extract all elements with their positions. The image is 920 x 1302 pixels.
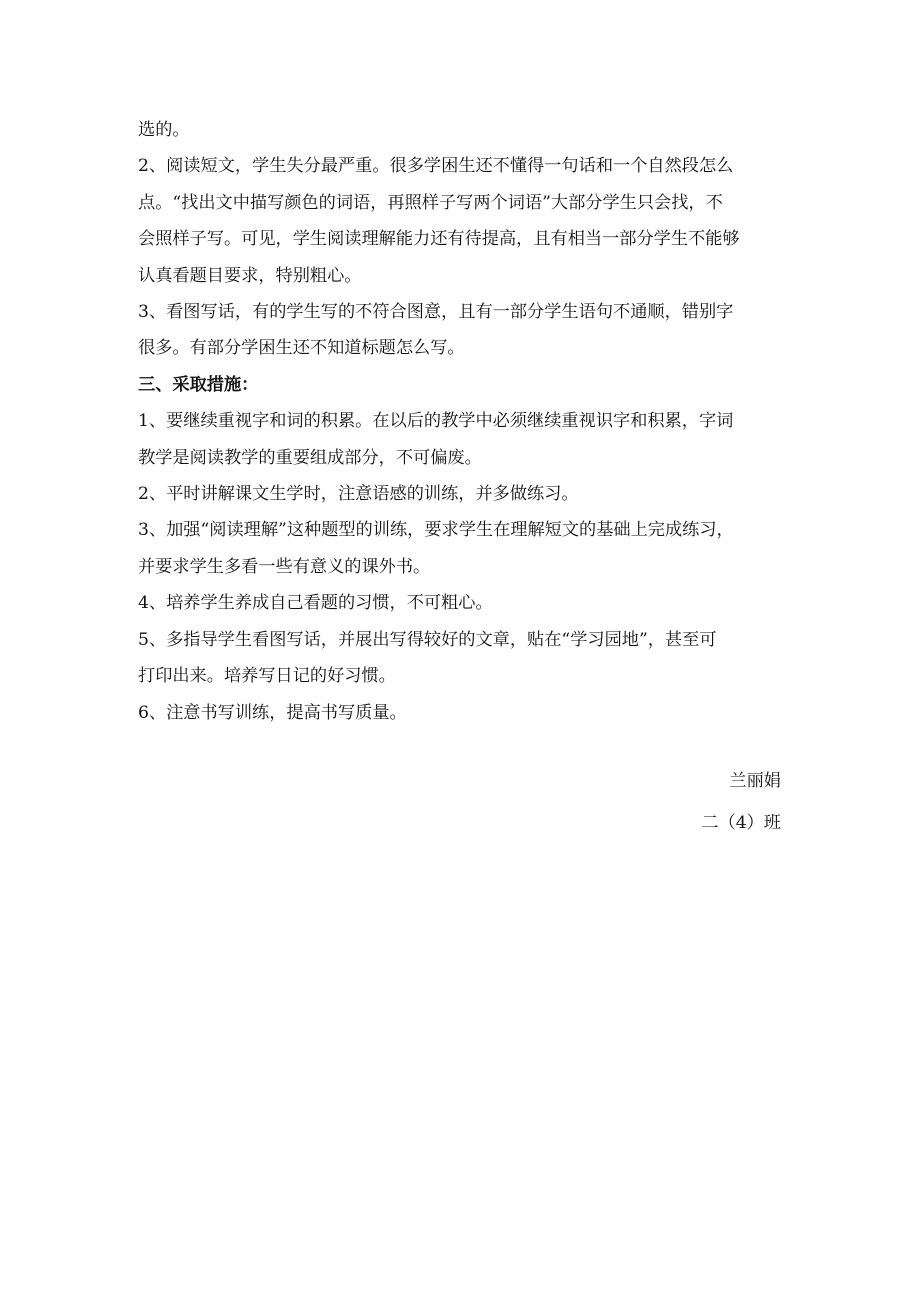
- measure-line: 并要求学生多看一些有意义的课外书。: [138, 556, 431, 577]
- text-line: 会照样子写。可见，学生阅读理解能力还有待提高，且有相当一部分学生不能够: [138, 229, 740, 250]
- text-line: 很多。有部分学困生还不知道标题怎么写。: [138, 338, 465, 359]
- text-line: 点。“找出文中描写颜色的词语，再照样子写两个词语”大部分学生只会找，不: [138, 192, 723, 213]
- text-line: 3、看图写话，有的学生写的不符合图意，且有一部分学生语句不通顺，错别字: [138, 302, 734, 323]
- text-line: 选的。: [138, 120, 190, 140]
- measure-line: 4、培养学生养成自己看题的习惯，不可粗心。: [138, 593, 493, 614]
- measure-line: 6、注意书写训练，提高书写质量。: [138, 702, 407, 723]
- measure-line: 3、加强“阅读理解”这种题型的训练，要求学生在理解短文的基础上完成练习，: [138, 520, 734, 541]
- measure-line: 2、平时讲解课文生学时，注意语感的训练，并多做练习。: [138, 484, 579, 505]
- class-name: 二（4）班: [701, 813, 781, 833]
- measure-line: 教学是阅读教学的重要组成部分，不可偏废。: [138, 447, 482, 468]
- signature-block: [701, 760, 781, 844]
- measure-line: 打印出来。培养写日记的好习惯。: [138, 666, 396, 687]
- text-line: 2、阅读短文，学生失分最严重。很多学困生还不懂得一句话和一个自然段怎么: [138, 156, 734, 177]
- measure-line: 1、要继续重视字和词的积累。在以后的教学中必须继续重视识字和积累，字词: [138, 411, 734, 432]
- measure-line: 5、多指导学生看图写话，并展出写得较好的文章，贴在“学习园地”，甚至可: [138, 629, 717, 650]
- section-heading-measures: 三、采取措施：: [138, 374, 259, 395]
- text-line: 认真看题目要求，特别粗心。: [138, 265, 362, 286]
- document-body: [138, 112, 782, 731]
- author-name: 兰丽娟: [729, 771, 781, 791]
